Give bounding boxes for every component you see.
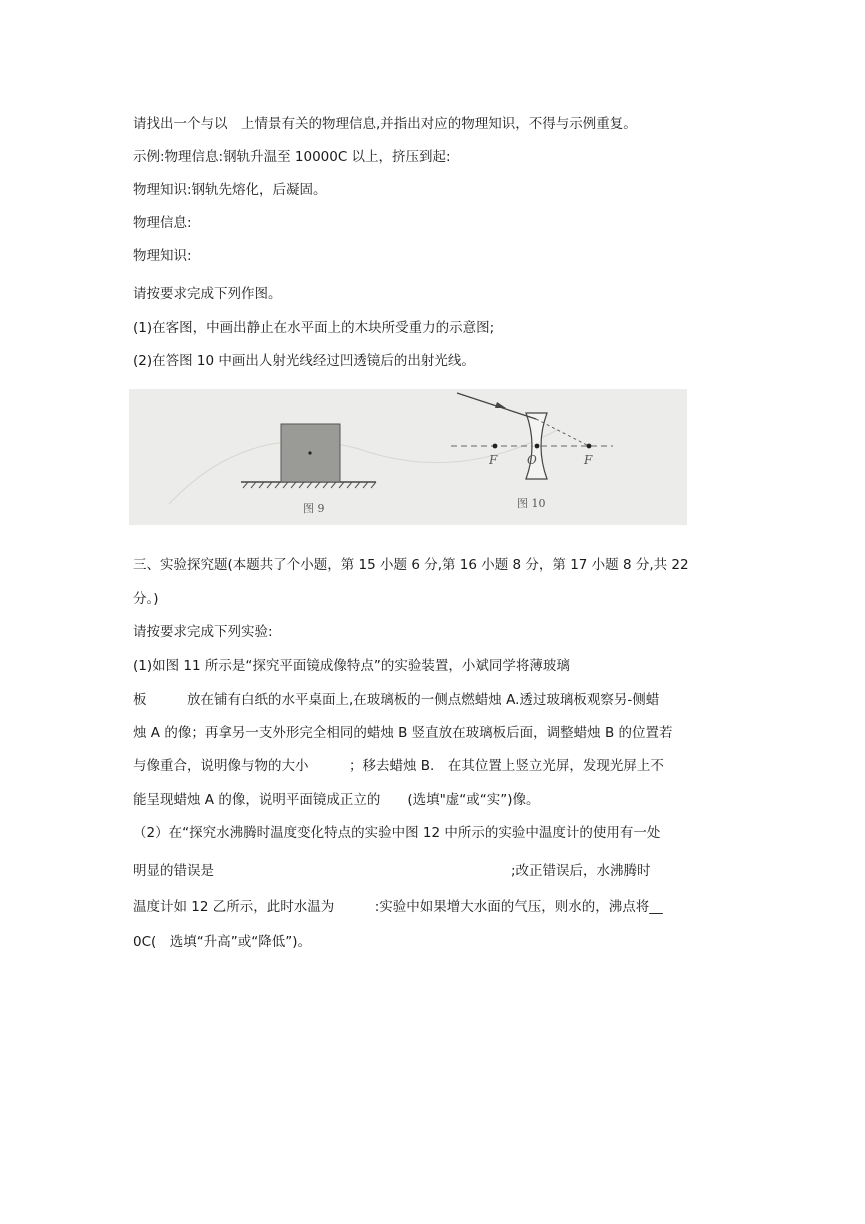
- question-1-line1: (1)如图 11 所示是“探究平面镜成像特点”的实验装置，小斌同学将薄玻璃: [133, 658, 570, 674]
- focal-point-left: [493, 444, 498, 449]
- question-2-line3: 温度计如 12 乙所示，此时水温为 :实验中如果增大水面的气压，则水的，沸点将__: [133, 899, 663, 915]
- focal-point-right: [587, 444, 592, 449]
- question-1-line5: 能呈现蜡烛 A 的像，说明平面镜成正立的 (选填"虚“或“实”)像。: [133, 792, 540, 808]
- paragraph-instruction: 请找出一个与以 上情景有关的物理信息,并指出对应的物理知识，不得与示例重复。: [133, 116, 637, 132]
- incident-ray-arrow: [495, 402, 506, 408]
- question-2-line2: 明显的错误是 ;改正错误后，水沸腾时: [133, 863, 651, 879]
- section-3-intro: 请按要求完成下列实验:: [133, 624, 273, 640]
- figure-9-10-image: [129, 389, 687, 525]
- paragraph-example-knowledge: 物理知识:钢轨先熔化，后凝固。: [133, 182, 327, 198]
- question-1-line3: 烛 A 的像；再拿另一支外形完全相同的蜡烛 B 竖直放在玻璃板后面，调整蜡烛 B 的位置若: [133, 725, 673, 741]
- answer-info-label: 物理信息:: [133, 215, 192, 231]
- optical-center-point: [535, 444, 540, 449]
- paragraph-example-info: 示例:物理信息:钢轨升温至 10000C 以上，挤压到起:: [133, 149, 451, 165]
- section-3-heading-line2: 分。): [133, 591, 159, 607]
- question-2-line1: （2）在“探究水沸腾时温度变化特点的实验中图 12 中所示的实验中温度计的使用有一处: [133, 825, 661, 841]
- question-1-line2: 板 放在铺有白纸的水平桌面上,在玻璃板的一侧点燃蜡烛 A.透过玻璃板观察另-侧蜡: [133, 692, 660, 708]
- label-focal-right: F: [584, 453, 593, 467]
- question-2-line4: 0C( 选填“升高”或“降低”)。: [133, 934, 312, 950]
- extension-to-focus: [536, 419, 589, 446]
- background-curve: [169, 429, 559, 504]
- figure-10-caption: 图 10: [517, 497, 546, 510]
- question-1-line4: 与像重合，说明像与物的大小 ；移去蜡烛 B. 在其位置上竖立光屏，发现光屏上不: [133, 758, 664, 774]
- label-optical-center: O: [527, 453, 537, 467]
- section-3-heading-line1: 三、实验探究题(本题共了个小题，第 15 小题 6 分,第 16 小题 8 分，第 17 小题 8 分,共 22: [133, 557, 689, 573]
- figure-9-caption: 图 9: [303, 502, 325, 515]
- drawing-task-2: (2)在答图 10 中画出人射光线经过凹透镜后的出射光线。: [133, 353, 475, 369]
- figures-svg: [129, 389, 687, 525]
- answer-knowledge-label: 物理知识:: [133, 248, 192, 264]
- drawing-task-1: (1)在客图，中画出静止在水平面上的木块所受重力的示意图;: [133, 320, 495, 336]
- drawing-task-heading: 请按要求完成下列作图。: [133, 286, 282, 302]
- block-center-dot: [308, 451, 311, 454]
- ground-hatch: [243, 482, 376, 488]
- label-focal-left: F: [489, 453, 498, 467]
